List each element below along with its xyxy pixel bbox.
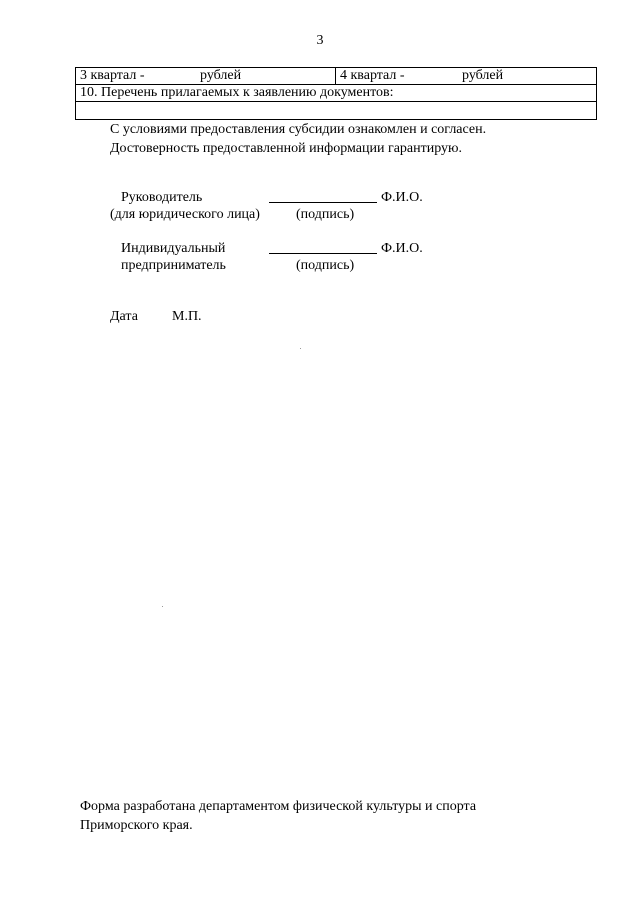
documents-list-cell: [76, 102, 597, 120]
individual-name-label: Ф.И.О.: [381, 241, 423, 256]
legal-head-title: Руководитель: [121, 190, 203, 205]
page-number: 3: [316, 33, 324, 48]
table-row: [76, 85, 597, 102]
table-row: [76, 68, 597, 85]
seal-label: М.П.: [172, 309, 202, 324]
individual-signature-caption: (подпись): [296, 258, 355, 273]
legal-name-label: Ф.И.О.: [381, 190, 423, 205]
footer-line-2: Приморского края.: [80, 818, 193, 833]
legal-subtitle: (для юридического лица): [110, 207, 260, 222]
scan-speck: [162, 606, 163, 607]
individual-title-line-2: предприниматель: [121, 258, 226, 273]
individual-title-line-1: Индивидуальный: [121, 241, 226, 256]
footer-line-1: Форма разработана департаментом физической культуры и спорта: [80, 799, 477, 814]
individual-signature-line: [269, 241, 377, 259]
legal-signature-line: [269, 190, 377, 208]
q4-cell: [336, 68, 597, 85]
table-row: [76, 102, 597, 120]
date-label: Дата: [110, 309, 138, 324]
consent-line-1: С условиями предоставления субсидии ознакомлен и согласен.: [110, 122, 487, 137]
q4-label: 4 квартал -: [340, 68, 405, 83]
scan-speck: [300, 348, 301, 349]
q3-label: 3 квартал -: [80, 68, 145, 83]
q3-unit: рублей: [200, 68, 242, 83]
q3-cell: [76, 68, 336, 85]
documents-list-header: 10. Перечень прилагаемых к заявлению документов:: [76, 85, 597, 102]
consent-line-2: Достоверность предоставленной информации гарантирую.: [110, 141, 463, 156]
q4-unit: рублей: [462, 68, 504, 83]
quarters-table: [75, 67, 597, 120]
legal-signature-caption: (подпись): [296, 207, 355, 222]
